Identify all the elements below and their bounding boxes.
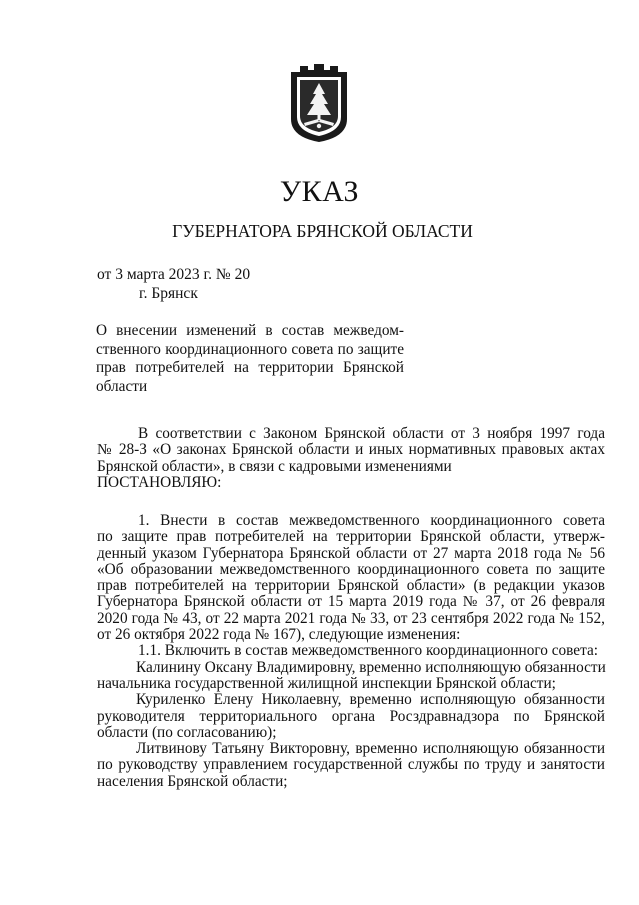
- subject-heading: [96, 322, 404, 396]
- main-body: [97, 513, 605, 790]
- text-line: руководителя территориального органа Росздравнадзора по Брянской: [97, 707, 605, 725]
- text-line: В соответствии с Законом Брянской области от 3 ноября 1997 года: [138, 425, 605, 442]
- subject-line: О внесении изменений в состав межведом-: [96, 322, 404, 339]
- text-line: 1.1. Включить в состав межведомственного координационного совета:: [138, 642, 598, 660]
- text-line: по защите прав потребителей на территории Брянской области, утверж-: [97, 528, 605, 546]
- date-number-line: от 3 марта 2023 г. № 20: [97, 266, 251, 283]
- text-line: денный указом Губернатора Брянской области от 27 марта 2018 года № 56: [97, 544, 605, 562]
- issuer-subtitle: ГУБЕРНАТОРА БРЯНСКОЙ ОБЛАСТИ: [172, 221, 473, 241]
- document-title: УКАЗ: [279, 175, 360, 208]
- text-line: прав потребителей на территории Брянской области» (в редакции указов: [97, 577, 605, 595]
- place-line: г. Брянск: [139, 285, 198, 302]
- text-line: области (по согласованию);: [97, 723, 277, 741]
- text-line: по руководству управлением государственной службы по труду и занятости: [97, 756, 605, 774]
- text-line: населения Брянской области;: [97, 772, 288, 790]
- subject-line: ственного координационного совета по защите: [96, 340, 404, 358]
- text-line: 2020 года № 43, от 22 марта 2021 года № 33, от 23 сентября 2022 года № 152,: [97, 609, 605, 627]
- text-line: Куриленко Елену Николаевну, временно исполняющую обязанности: [136, 691, 605, 709]
- subject-line: прав потребителей на территории Брянской: [96, 359, 404, 376]
- text-line: № 28-З «О законах Брянской области и иных нормативных правовых актах: [97, 441, 605, 459]
- resolve-word: ПОСТАНОВЛЯЮ:: [97, 473, 222, 491]
- text-line: Литвинову Татьяну Викторовну, временно исполняющую обязанности: [136, 740, 605, 758]
- text-line: Губернатора Брянской области от 15 марта 2019 года № 37, от 26 февраля: [97, 593, 605, 611]
- text-line: 1. Внести в состав межведомственного координационного совета: [138, 512, 605, 529]
- text-line: начальника государственной жилищной инспекции Брянской области;: [97, 674, 556, 692]
- text-line: от 26 октября 2022 года № 167), следующие изменения:: [97, 626, 461, 644]
- preamble-paragraph: [97, 426, 605, 491]
- subject-line: области: [96, 377, 148, 395]
- text-line: Калинину Оксану Владимировну, временно исполняющую обязанности: [136, 658, 606, 676]
- bryansk-coat-of-arms-icon: [288, 63, 350, 143]
- text-line: «Об образовании межведомственного координационного совета по защите: [97, 560, 605, 578]
- text-line: Брянской области», в связи с кадровыми изменениями: [97, 457, 452, 475]
